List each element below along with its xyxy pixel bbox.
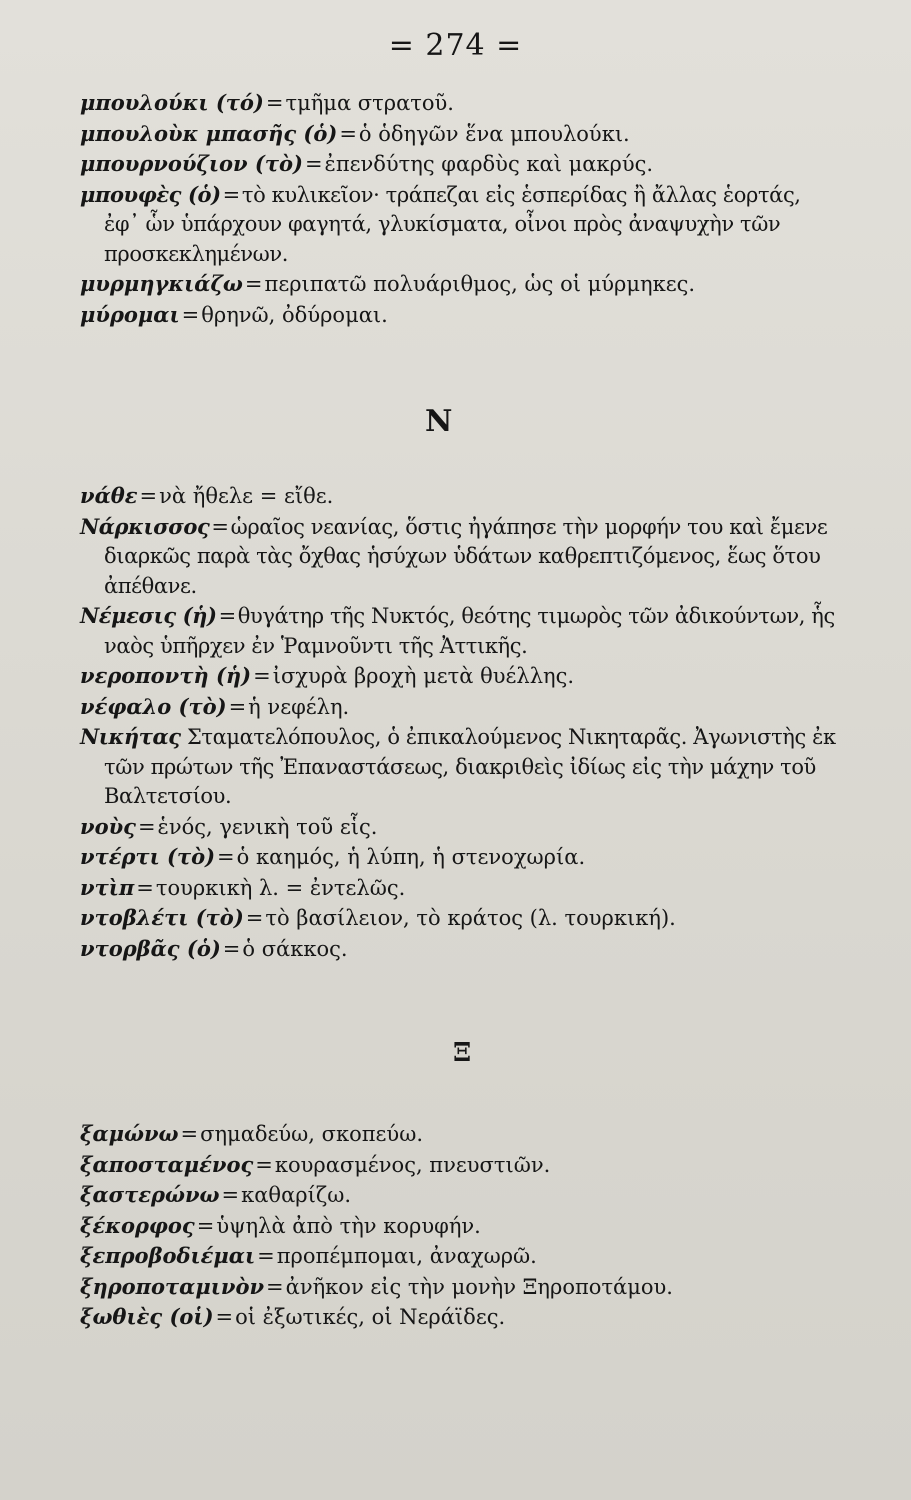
entry-ntovleti: ντοβλέτι (τὸ)=τὸ βασίλειον, τὸ κράτος (λ. τουρκική). (80, 905, 676, 930)
entry-xekorfos: ξέκορφος=ὑψηλὰ ἀπὸ τὴν κορυφήν. (80, 1212, 481, 1238)
entry-mpournouzion: μπουρνούζιον (τὸ)=ἐπενδύτης φαρδὺς καὶ μακρύς. (80, 151, 654, 176)
definition: ὑψηλὰ ἀπὸ τὴν κορυφήν. (216, 1213, 481, 1238)
definition: ἰσχυρὰ βροχὴ μετὰ θυέλλης. (272, 664, 575, 688)
definition: ἡ νεφέλη. (248, 694, 350, 719)
headword: ξαμώνω (80, 1121, 179, 1146)
section-m-entries (80, 88, 840, 330)
definition: κουρασμένος, πνευστιῶν. (274, 1152, 551, 1177)
headword: ντὶπ (80, 874, 135, 900)
definition: ὡραῖος νεανίας, ὅστις ἠγάπησε τὴν μορφήν του καὶ ἔμενε διαρκῶς παρὰ τὰς ὄχθας ἡσύχων ὑδάτων καθρεπτιζόμενος, ἕως ὅτου ἀπέθανε. (104, 514, 828, 598)
headword: Νάρκισσος (80, 513, 210, 539)
entry-narkissos: Νάρκισσος=ὡραῖος νεανίας, ὅστις ἠγάπησε τὴν μορφήν του καὶ ἔμενε διαρκῶς παρὰ τὰς ὄχθας ἡσύχων ὑδάτων καθρεπτιζόμενος, ἕως ὅτου ἀπέθανε. (80, 513, 828, 598)
definition: ἐπενδύτης φαρδὺς καὶ μακρύς. (324, 152, 654, 176)
headword: μπουλοὺκ μπασῆς (ὁ) (80, 120, 338, 146)
definition: τὸ κυλικεῖον· τράπεζαι εἰς ἑσπερίδας ἢ ἄλλας ἑορτάς, ἐφ᾽ ὧν ὑπάρχουν φαγητά, γλυκίσματα, οἶνοι πρὸς ἀναψυχὴν τῶν προσκεκλημένων. (104, 182, 801, 266)
headword: μύρομαι (80, 301, 180, 327)
headword: Νικήτας (80, 724, 181, 749)
entry-nemesis: Νέμεσις (ἡ)=θυγάτηρ τῆς Νυκτός, θεότης τιμωρὸς τῶν ἀδικούντων, ἧς ναὸς ὑπῆρχεν ἐν Ῥαμνοῦντι τῆς Ἀττικῆς. (80, 603, 835, 658)
definition: ὁ σάκκος. (242, 936, 348, 961)
headword: ντοβλέτι (τὸ) (80, 905, 244, 930)
headword: μπουρνούζιον (τὸ) (80, 151, 303, 176)
headword: ξέκορφος (80, 1212, 195, 1238)
definition: Σταματελόπουλος, ὁ ἐπικαλούμενος Νικηταρᾶς. Ἀγωνιστὴς ἐκ τῶν πρώτων τῆς Ἐπαναστάσεως, διακριθεὶς ἰδίως εἰς τὴν μάχην τοῦ Βαλτετσίου. (104, 725, 836, 808)
entry-mpoufes: μπουφὲς (ὁ)=τὸ κυλικεῖον· τράπεζαι εἰς ἑσπερίδας ἢ ἄλλας ἑορτάς, ἐφ᾽ ὧν ὑπάρχουν φαγητά, γλυκίσματα, οἶνοι πρὸς ἀναψυχὴν τῶν προσκεκλημένων. (80, 181, 801, 266)
entry-xeprovodiemai: ξεπροβοδιέμαι=προπέμπομαι, ἀναχωρῶ. (80, 1243, 537, 1268)
headword: ξωθιὲς (οἱ) (80, 1304, 214, 1329)
section-n-entries (80, 481, 840, 964)
entry-mpouklouki: μπουλούκι (τό)=τμῆμα στρατοῦ. (80, 90, 454, 115)
definition: νὰ ἤθελε = εἴθε. (159, 484, 334, 508)
headword: μπουλούκι (τό) (80, 90, 264, 115)
entry-xasterono: ξαστερώνω=καθαρίζω. (80, 1182, 352, 1207)
entry-nterti: ντέρτι (τὸ)=ὁ καημός, ἡ λύπη, ἡ στενοχωρία. (80, 844, 586, 869)
entry-neroponti: νεροποντὴ (ἡ)=ἰσχυρὰ βροχὴ μετὰ θυέλλης. (80, 663, 575, 688)
headword: μυρμηγκιάζω (80, 271, 243, 296)
definition: θυγάτηρ τῆς Νυκτός, θεότης τιμωρὸς τῶν ἀδικούντων, ἧς ναὸς ὑπῆρχεν ἐν Ῥαμνοῦντι τῆς Ἀττικῆς. (104, 604, 835, 658)
section-xi-entries (80, 1119, 840, 1333)
definition: θρηνῶ, ὀδύρομαι. (201, 302, 388, 327)
entry-xamono: ξαμώνω=σημαδεύω, σκοπεύω. (80, 1121, 423, 1146)
entry-ntorvas: ντορβᾶς (ὁ)=ὁ σάκκος. (80, 935, 348, 961)
entry-nikitas (80, 722, 840, 812)
page-number: = 274 = (388, 28, 523, 63)
headword: ξηροποταμινὸν (80, 1273, 265, 1299)
definition: σημαδεύω, σκοπεύω. (200, 1122, 423, 1146)
definition: οἱ ἐξωτικές, οἱ Νεράϊδες. (235, 1305, 506, 1329)
definition: ἑνός, γενικὴ τοῦ εἷς. (157, 814, 378, 839)
entry-ntip: ντὶπ=τουρκικὴ λ. = ἐντελῶς. (80, 874, 406, 900)
definition: τὸ βασίλειον, τὸ κράτος (λ. τουρκική). (265, 906, 676, 930)
entry-nefalo: νέφαλο (τὸ)=ἡ νεφέλη. (80, 693, 350, 719)
headword: ντέρτι (τὸ) (80, 844, 216, 869)
headword: ξαστερώνω (80, 1182, 220, 1207)
section-letter-n: Ν (425, 404, 453, 439)
entry-myrmigkiazo: μυρμηγκιάζω=περιπατῶ πολυάριθμος, ὡς οἱ μύρμηκες. (80, 271, 696, 296)
headword: Νέμεσις (ἡ) (80, 603, 217, 628)
headword: ντορβᾶς (ὁ) (80, 935, 221, 961)
definition: ἀνῆκον εἰς τὴν μονὴν Ξηροποτάμου. (285, 1274, 673, 1299)
headword: νέφαλο (τὸ) (80, 693, 227, 719)
entry-xapostamenos: ξαποσταμένος=κουρασμένος, πνευστιῶν. (80, 1151, 551, 1177)
entry-nathe: νάθε=νὰ ἤθελε = εἴθε. (80, 483, 334, 508)
definition: προπέμπομαι, ἀναχωρῶ. (276, 1244, 537, 1268)
section-letter-xi: Ξ (453, 1038, 472, 1068)
definition: καθαρίζω. (241, 1183, 352, 1207)
entry-xiropotaminon: ξηροποταμινὸν=ἀνῆκον εἰς τὴν μονὴν Ξηροποτάμου. (80, 1273, 673, 1299)
definition: τμῆμα στρατοῦ. (285, 91, 454, 115)
headword: νάθε (80, 483, 138, 508)
entry-xothies: ξωθιὲς (οἱ)=οἱ ἐξωτικές, οἱ Νεράϊδες. (80, 1304, 506, 1329)
definition: τουρκικὴ λ. = ἐντελῶς. (155, 875, 406, 900)
headword: μπουφὲς (ὁ) (80, 181, 221, 207)
entry-myromai: μύρομαι=θρηνῶ, ὀδύρομαι. (80, 301, 388, 327)
entry-nous: νοὺς=ἑνός, γενικὴ τοῦ εἷς. (80, 813, 378, 839)
entry-mpoulouk-mpasis: μπουλοὺκ μπασῆς (ὁ)=ὁ ὁδηγῶν ἕνα μπουλούκι. (80, 120, 630, 146)
definition: ὁ καημός, ἡ λύπη, ἡ στενοχωρία. (236, 845, 586, 869)
headword: νοὺς (80, 813, 136, 839)
headword: ξεπροβοδιέμαι (80, 1243, 256, 1268)
definition: περιπατῶ πολυάριθμος, ὡς οἱ μύρμηκες. (264, 272, 696, 296)
headword: ξαποσταμένος (80, 1151, 254, 1177)
definition: ὁ ὁδηγῶν ἕνα μπουλούκι. (358, 121, 630, 146)
headword: νεροποντὴ (ἡ) (80, 663, 252, 688)
